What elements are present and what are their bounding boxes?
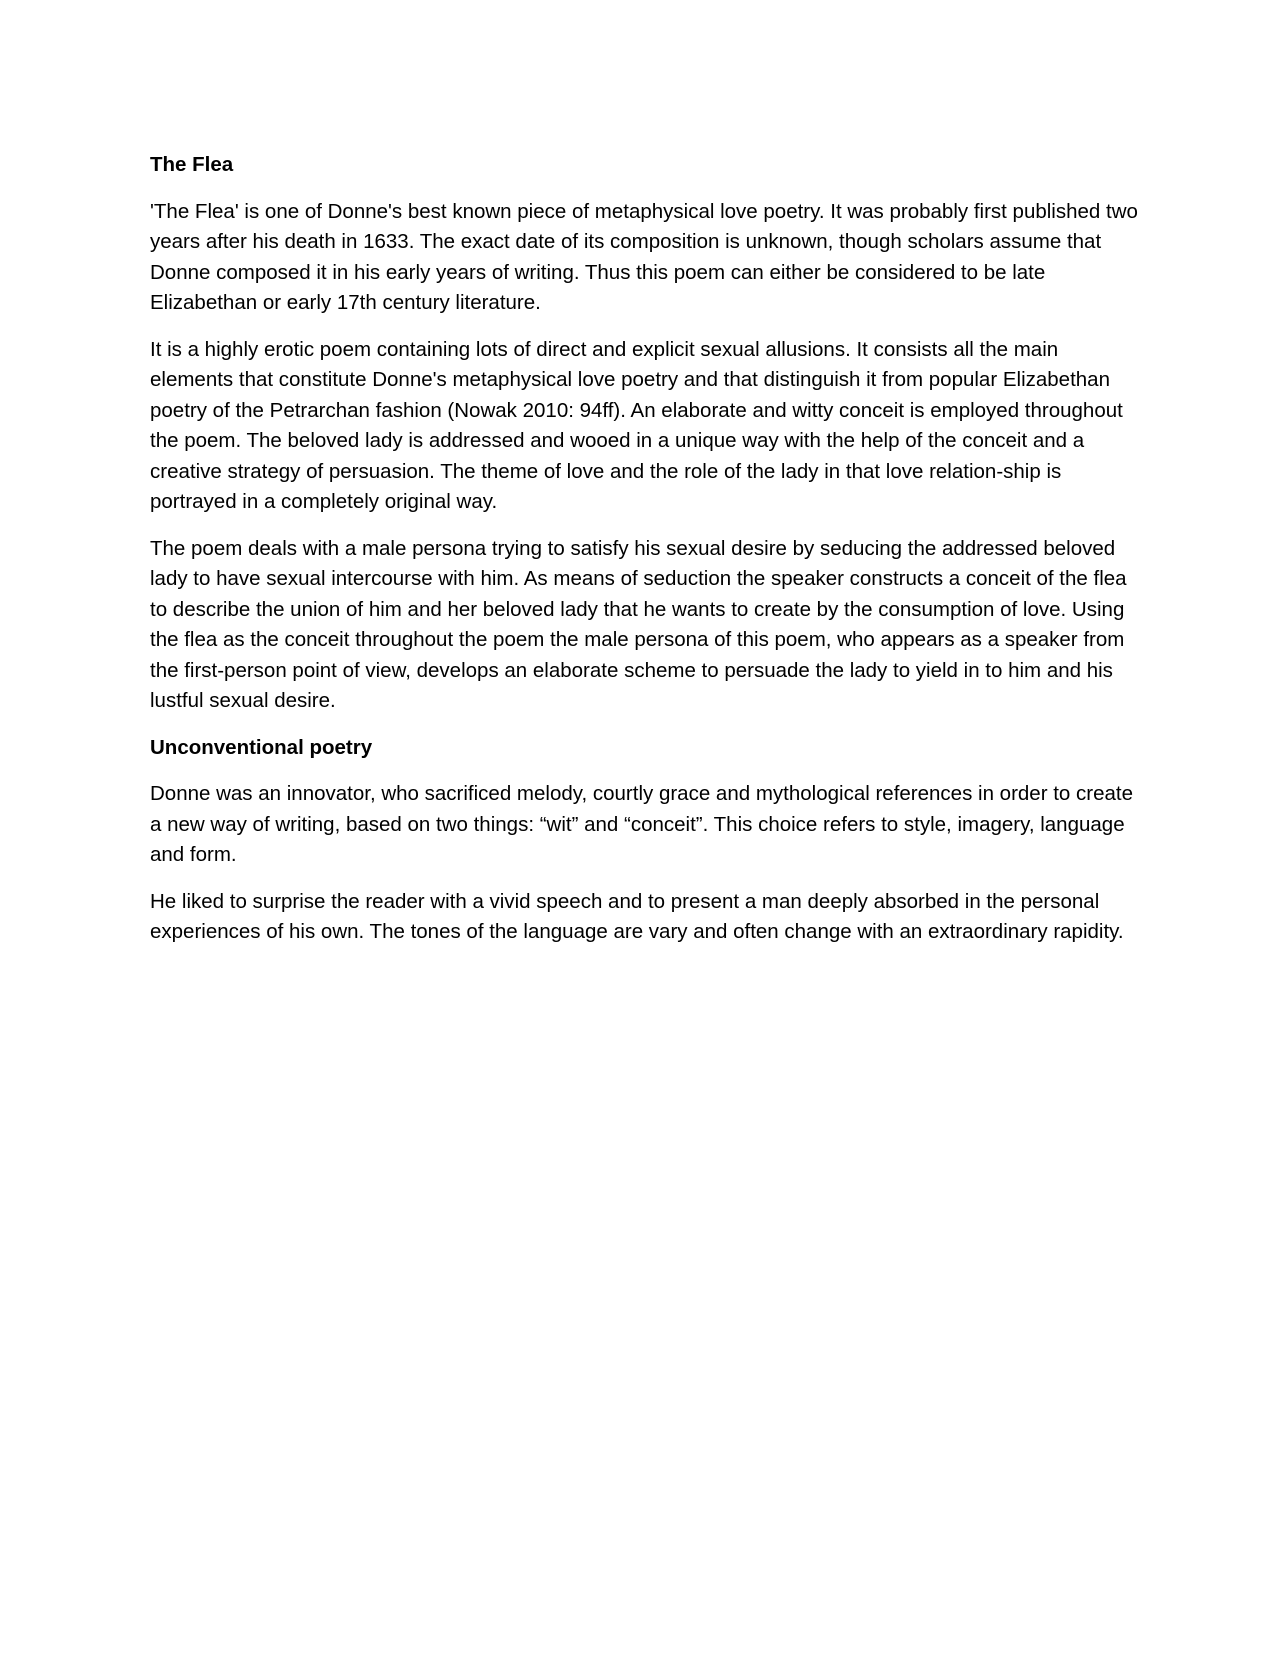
paragraph-surprise: He liked to surprise the reader with a vivid speech and to present a man deeply absorbed in the personal experiences of his own. The tones of the language are vary and often change with an extraordinary rapidity. bbox=[150, 889, 1124, 943]
paragraph-erotic: It is a highly erotic poem containing lots of direct and explicit sexual allusions. It consists all the main elements that constitute Donne's metaphysical love poetry and that distinguish it from popular Elizabethan poetry of the Petrarchan fashion (Nowak 2010: 94ff). An elaborate and witty conceit is employed throughout the poem. The beloved lady is addressed and wooed in a unique way with the help of the conceit and a creative strategy of persuasion. The theme of love and the role of the lady in that love relation-ship is portrayed in a completely original way. bbox=[150, 337, 1123, 513]
section-heading: Unconventional poetry bbox=[150, 735, 373, 759]
paragraph-intro: 'The Flea' is one of Donne's best known piece of metaphysical love poetry. It was probably first published two years after his death in 1633. The exact date of its composition is unknown, though scholars assume that Donne composed it in his early years of writing. Thus this poem can either be considered to be late Elizabethan or early 17th century literature. bbox=[150, 199, 1138, 314]
paragraph-persona: The poem deals with a male persona trying to satisfy his sexual desire by seducing the addressed beloved lady to have sexual intercourse with him. As means of seduction the speaker constructs a conceit of the flea to describe the union of him and her beloved lady that he wants to create by the consumption of love. Using the flea as the conceit throughout the poem the male persona of this poem, who appears as a speaker from the first-person point of view, develops an elaborate scheme to persuade the lady to yield in to him and his lustful sexual desire. bbox=[150, 536, 1127, 712]
document-page bbox=[150, 150, 1140, 964]
paragraph-innovator: Donne was an innovator, who sacrificed melody, courtly grace and mythological references in order to create a new way of writing, based on two things: “wit” and “conceit”. This choice refers to style, imagery, language and form. bbox=[150, 782, 1133, 866]
document-title: The Flea bbox=[150, 153, 234, 176]
